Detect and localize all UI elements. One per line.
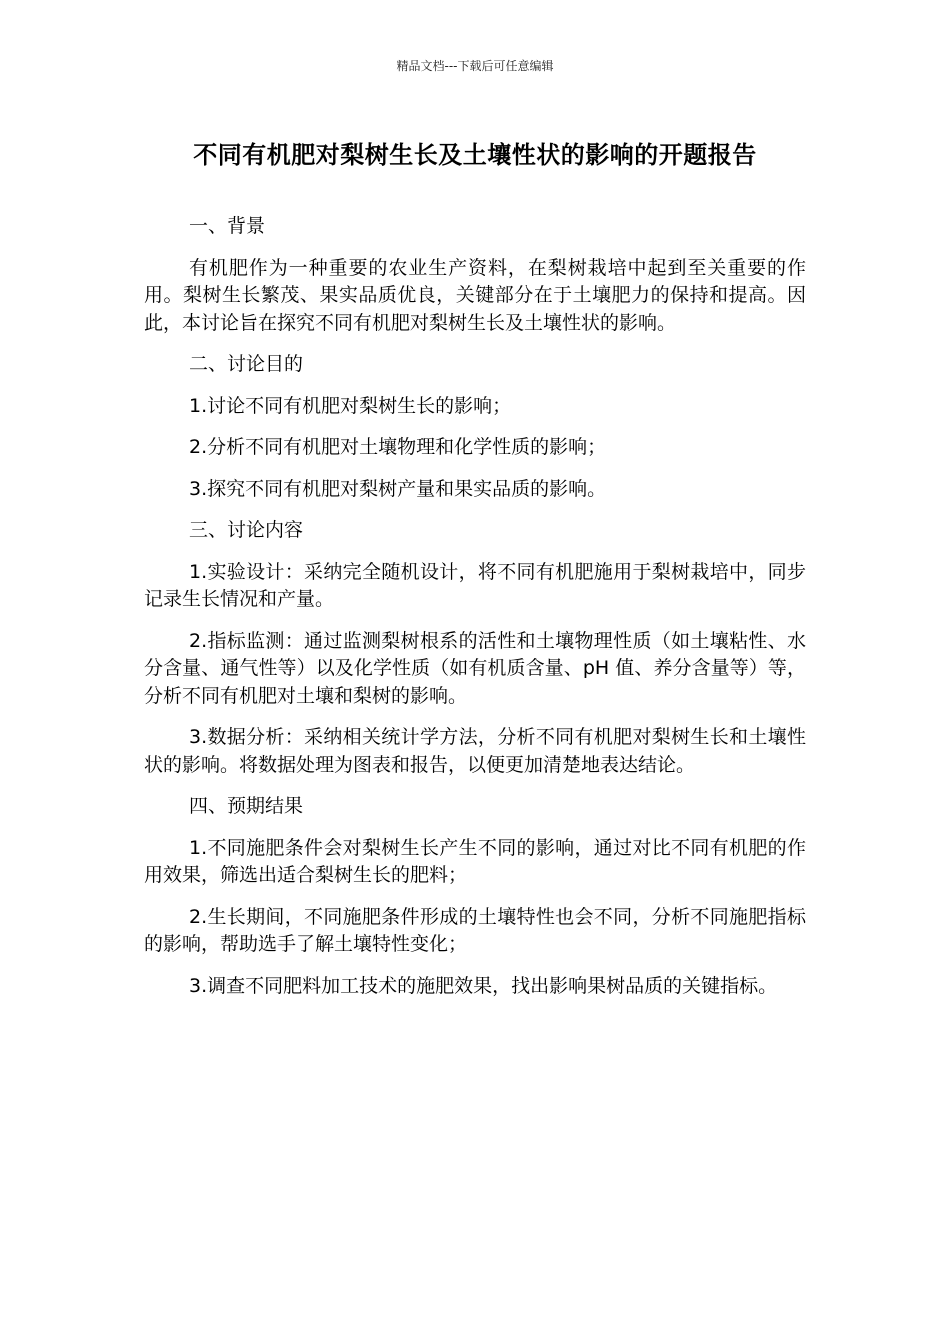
- paragraph: 2.分析不同有机肥对土壤物理和化学性质的影响；: [189, 436, 607, 458]
- paragraph: 3.调查不同肥料加工技术的施肥效果，找出影响果树品质的关键指标。: [189, 974, 778, 997]
- section-heading-background: 一、背景: [189, 215, 266, 237]
- section-heading-objectives: 二、讨论目的: [189, 353, 304, 375]
- paragraph: 有机肥作为一种重要的农业生产资料，在梨树栽培中起到至关重要的作用。梨树生长繁茂、果实品质优良，关键部分在于土壤肥力的保持和提高。因此，本讨论旨在探究不同有机肥对梨树生长及土壤性状的影响。: [144, 256, 806, 334]
- paragraph: 2.指标监测：通过监测梨树根系的活性和土壤物理性质（如土壤粘性、水分含量、通气性等）以及化学性质（如有机质含量、pH 值、养分含量等）等，分析不同有机肥对土壤和梨树的影响。: [144, 629, 806, 707]
- paragraph: 3.数据分析：采纳相关统计学方法，分析不同有机肥对梨树生长和土壤性状的影响。将数据处理为图表和报告，以便更加清楚地表达结论。: [144, 726, 806, 776]
- document-title: 不同有机肥对梨树生长及土壤性状的影响的开题报告: [193, 141, 757, 169]
- paragraph: 1.实验设计：采纳完全随机设计，将不同有机肥施用于梨树栽培中，同步记录生长情况和产量。: [144, 560, 806, 610]
- paragraph: 1.讨论不同有机肥对梨树生长的影响；: [189, 394, 512, 417]
- paragraph: 3.探究不同有机肥对梨树产量和果实品质的影响。: [189, 477, 607, 500]
- section-heading-expected-results: 四、预期结果: [189, 795, 304, 817]
- paragraph: 2.生长期间，不同施肥条件形成的土壤特性也会不同，分析不同施肥指标的影响，帮助选手了解土壤特性变化；: [144, 905, 806, 955]
- page-header: 精品文档---下载后可任意编辑: [396, 59, 554, 73]
- document-body: [144, 213, 806, 1014]
- paragraph: 1.不同施肥条件会对梨树生长产生不同的影响，通过对比不同有机肥的作用效果，筛选出适合梨树生长的肥料；: [144, 836, 806, 886]
- section-heading-content: 三、讨论内容: [189, 519, 304, 541]
